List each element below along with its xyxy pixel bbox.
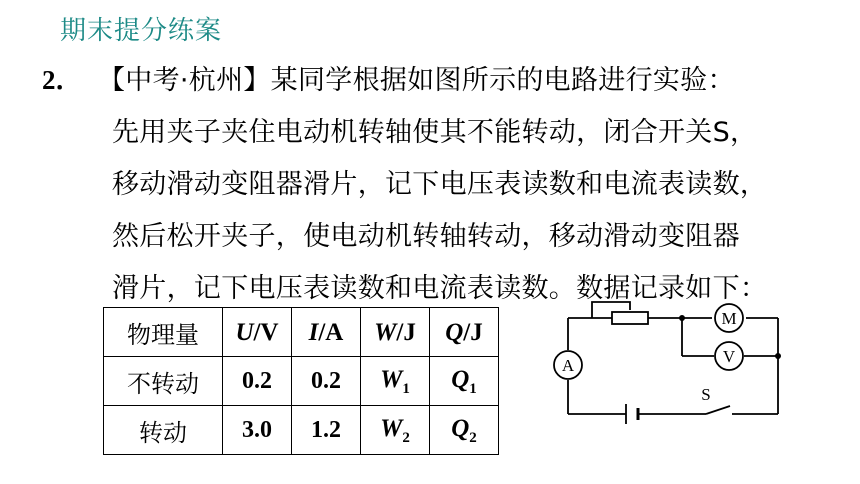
question-number: 2． — [42, 65, 83, 95]
motor-label: M — [721, 309, 737, 328]
header-quantity: 物理量 — [104, 308, 223, 357]
switch-label: S — [701, 385, 711, 404]
cell-voltage: 0.2 — [223, 357, 292, 406]
cell-current: 0.2 — [292, 357, 361, 406]
section-header: 期末提分练案 — [60, 16, 223, 46]
question-line-1: 【中考·杭州】某同学根据如图所示的电路进行实验： — [98, 65, 735, 96]
cell-heat: $Q_1$ — [430, 357, 499, 406]
ammeter-label: A — [561, 356, 575, 375]
circuit-diagram — [540, 296, 790, 426]
cell-current: 1.2 — [292, 406, 361, 455]
cell-work: $W_2$ — [361, 406, 430, 455]
cell-heat: $Q_2$ — [430, 406, 499, 455]
table-header-row — [104, 308, 499, 357]
question-line-3: 移动滑动变阻器滑片，记下电压表读数和电流表读数， — [112, 169, 768, 200]
rheostat-slider — [592, 302, 630, 318]
switch-blade — [706, 406, 730, 414]
cell-work: $W_1$ — [361, 357, 430, 406]
junction-dot-left — [679, 315, 685, 321]
row-label: 转动 — [104, 406, 223, 455]
cell-voltage: 3.0 — [223, 406, 292, 455]
header-voltage: U/V — [223, 308, 292, 357]
table-row — [104, 406, 499, 455]
header-heat: Q/J — [430, 308, 499, 357]
row-label: 不转动 — [104, 357, 223, 406]
table-row — [104, 357, 499, 406]
header-work: W/J — [361, 308, 430, 357]
voltmeter-label: V — [722, 347, 736, 366]
question-line-2: 先用夹子夹住电动机转轴使其不能转动，闭合开关S， — [112, 117, 758, 148]
header-current: I/A — [292, 308, 361, 357]
data-table — [103, 307, 499, 455]
question-line-5: 滑片，记下电压表读数和电流表读数。数据记录如下： — [112, 273, 768, 304]
junction-dot-right — [775, 353, 781, 359]
question-line-4: 然后松开夹子，使电动机转轴转动，移动滑动变阻器 — [112, 221, 740, 252]
rheostat — [612, 312, 648, 324]
